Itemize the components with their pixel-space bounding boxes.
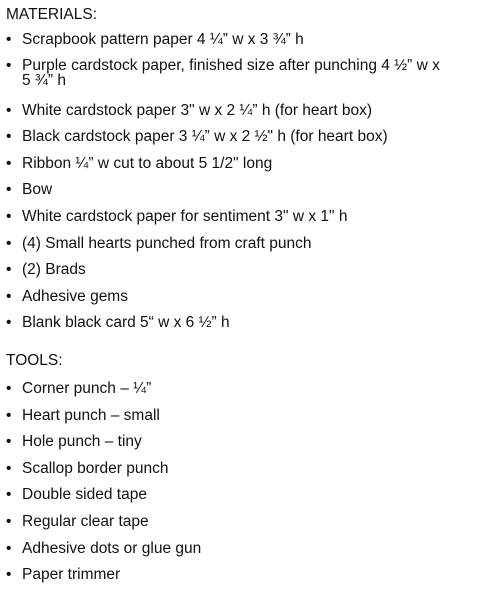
materials-list [0, 27, 450, 337]
list-item: • Scrapbook pattern paper 4 ¼” w x 3 ¾” h [0, 27, 450, 54]
list-item: • Scallop border punch [0, 456, 201, 483]
list-item: • Hole punch – tiny [0, 429, 201, 456]
list-item: • Bow [0, 177, 450, 204]
list-item: • Blank black card 5“ w x 6 ½” h [0, 310, 450, 337]
list-item: • Ribbon ¼” w cut to about 5 1/2" long [0, 151, 450, 178]
list-item: • Double sided tape [0, 482, 201, 509]
tools-list [0, 376, 201, 589]
list-item: • Purple cardstock paper, finished size after punching 4 ½” w x 5 ¾” h [0, 54, 450, 98]
list-item: • Adhesive dots or glue gun [0, 536, 201, 563]
materials-heading: MATERIALS: [6, 6, 98, 23]
list-item: • White cardstock paper 3" w x 2 ¼” h (for heart box) [0, 98, 450, 125]
list-item: • Regular clear tape [0, 509, 201, 536]
tools-heading: TOOLS: [6, 352, 63, 369]
list-item: • Adhesive gems [0, 284, 450, 311]
list-item: • Paper trimmer [0, 562, 201, 589]
list-item: • Corner punch – ¼” [0, 376, 201, 403]
list-item: • (2) Brads [0, 257, 450, 284]
list-item: • White cardstock paper for sentiment 3" w x 1" h [0, 204, 450, 231]
list-item: • (4) Small hearts punched from craft punch [0, 231, 450, 258]
list-item: • Black cardstock paper 3 ¼” w x 2 ½" h (for heart box) [0, 124, 450, 151]
list-item: • Heart punch – small [0, 403, 201, 430]
